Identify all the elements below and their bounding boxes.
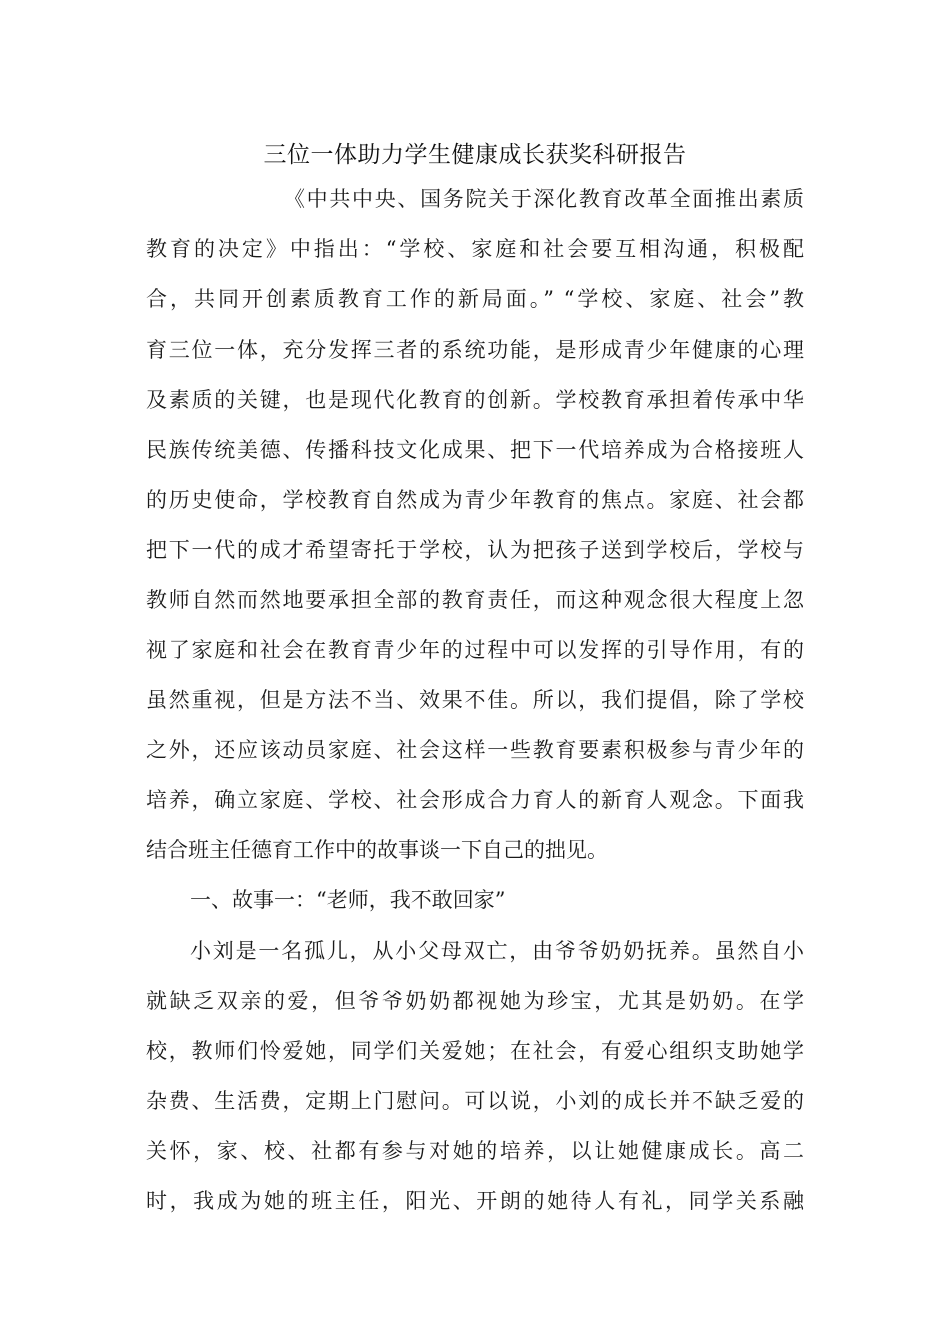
- paragraph-line: 的历史使命，学校教育自然成为青少年教育的焦点。家庭、社会都: [146, 488, 804, 512]
- paragraph-line: 教师自然而然地要承担全部的教育责任，而这种观念很大程度上忽: [146, 588, 804, 612]
- paragraph-line: 杂费、生活费，定期上门慰问。可以说，小刘的成长并不缺乏爱的: [146, 1089, 804, 1113]
- paragraph-line: 视了家庭和社会在教育青少年的过程中可以发挥的引导作用，有的: [146, 638, 804, 662]
- paragraph-line: 育三位一体，充分发挥三者的系统功能，是形成青少年健康的心理: [146, 338, 804, 362]
- paragraph-line: 时，我成为她的班主任，阳光、开朗的她待人有礼，同学关系融: [146, 1189, 804, 1213]
- paragraph-line: 校，教师们怜爱她，同学们关爱她；在社会，有爱心组织支助她学: [146, 1039, 804, 1063]
- paragraph-line: 及素质的关键，也是现代化教育的创新。学校教育承担着传承中华: [146, 388, 804, 412]
- paragraph-line: 之外，还应该动员家庭、社会这样一些教育要素积极参与青少年的: [146, 738, 804, 762]
- paragraph-line: 就缺乏双亲的爱，但爷爷奶奶都视她为珍宝，尤其是奶奶。在学: [146, 989, 804, 1013]
- paragraph-line: 把下一代的成才希望寄托于学校，认为把孩子送到学校后，学校与: [146, 538, 804, 562]
- paragraph-line: 小刘是一名孤儿，从小父母双亡，由爷爷奶奶抚养。虽然自小: [190, 939, 804, 963]
- paragraph-line: 教育的决定》中指出：“学校、家庭和社会要互相沟通，积极配: [146, 237, 804, 261]
- paragraph-line: 培养，确立家庭、学校、社会形成合力育人的新育人观念。下面我: [146, 788, 804, 812]
- section-heading: 一、故事一：“老师，我不敢回家”: [190, 888, 506, 912]
- paragraph-line: 民族传统美德、传播科技文化成果、把下一代培养成为合格接班人: [146, 438, 804, 462]
- paragraph-line: 结合班主任德育工作中的故事谈一下自己的拙见。: [146, 838, 608, 862]
- page-title: 三位一体助力学生健康成长获奖科研报告: [263, 142, 687, 168]
- paragraph-line: 合，共同开创素质教育工作的新局面。” “学校、家庭、社会”教: [146, 287, 804, 311]
- paragraph-line: 虽然重视，但是方法不当、效果不佳。所以，我们提倡，除了学校: [146, 688, 804, 712]
- paragraph-line: 《中共中央、国务院关于深化教育改革全面推出素质: [284, 187, 804, 211]
- paragraph-line: 关怀，家、校、社都有参与对她的培养，以让她健康成长。高二: [146, 1139, 804, 1163]
